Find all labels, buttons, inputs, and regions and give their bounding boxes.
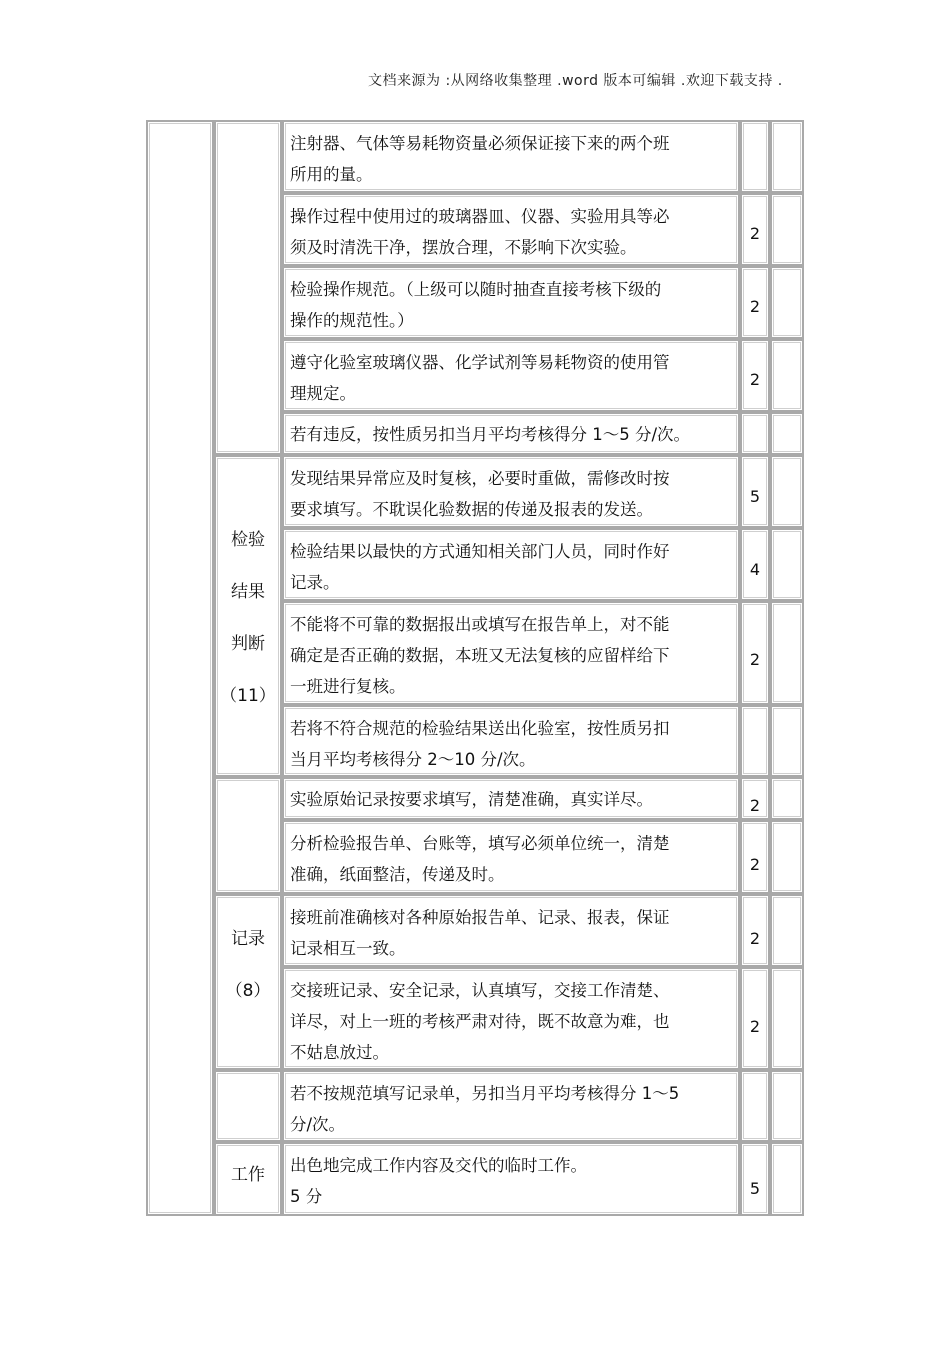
table-row xyxy=(282,820,740,894)
extra-cell xyxy=(770,266,804,339)
row-text: 操作过程中使用过的玻璃器皿、仪器、实验用具等必 须及时清洗干净，摆放合理，不影响下次实验。 xyxy=(290,207,670,257)
category-cell-record-top xyxy=(214,777,282,894)
score-cell: 2 xyxy=(740,193,770,266)
score-cell: 2 xyxy=(740,967,770,1070)
category-cell-work xyxy=(214,1142,282,1216)
extra-cell xyxy=(770,528,804,601)
category-cell-record-bottom xyxy=(214,1070,282,1142)
table-row xyxy=(282,1142,740,1216)
extra-cell xyxy=(770,120,804,193)
table-row xyxy=(282,528,740,601)
extra-cell xyxy=(770,601,804,705)
row-text: 分析检验报告单、台账等，填写必须单位统一，清楚 准确，纸面整洁，传递及时。 xyxy=(290,834,670,884)
row-text: 出色地完成工作内容及交代的临时工作。 5 分 xyxy=(290,1156,587,1206)
row-text: 发现结果异常应及时复核，必要时重做，需修改时按 要求填写。不耽误化验数据的传递及报表的发送。 xyxy=(290,469,670,519)
score-cell: 4 xyxy=(740,528,770,601)
score-cell: 2 xyxy=(740,601,770,705)
extra-cell xyxy=(770,820,804,894)
table-row xyxy=(282,967,740,1070)
score-cell: 2 xyxy=(740,266,770,339)
extra-cell xyxy=(770,1142,804,1216)
row-text: 检验结果以最快的方式通知相关部门人员，同时作好 记录。 xyxy=(290,542,670,592)
row-text: 不能将不可靠的数据报出或填写在报告单上，对不能 确定是否正确的数据，本班又无法复核的应留样给下 一班进行复核。 xyxy=(290,615,670,696)
table-row xyxy=(282,412,740,455)
left-column-cell xyxy=(146,120,214,1216)
row-text: 实验原始记录按要求填写，清楚准确，真实详尽。 xyxy=(290,790,653,809)
score-cell xyxy=(740,120,770,193)
score-cell: 2 xyxy=(740,339,770,412)
extra-cell xyxy=(770,777,804,820)
extra-cell xyxy=(770,967,804,1070)
row-text: 接班前准确核对各种原始报告单、记录、报表，保证 记录相互一致。 xyxy=(290,908,670,958)
table-row xyxy=(282,777,740,820)
table-row xyxy=(282,120,740,193)
table-row xyxy=(282,705,740,777)
category-work: 工作 xyxy=(231,1165,265,1185)
row-text: 若不按规范填写记录单，另扣当月平均考核得分 1～5 分/次。 xyxy=(290,1084,680,1134)
table-row xyxy=(282,601,740,705)
table-row xyxy=(282,894,740,967)
extra-cell xyxy=(770,193,804,266)
table-row xyxy=(282,193,740,266)
extra-cell xyxy=(770,894,804,967)
extra-cell xyxy=(770,1070,804,1142)
category-record: 记录 （8） xyxy=(225,929,271,1001)
score-cell: 2 xyxy=(740,894,770,967)
extra-cell xyxy=(770,412,804,455)
table-row xyxy=(282,266,740,339)
row-text: 注射器、气体等易耗物资量必须保证接下来的两个班 所用的量。 xyxy=(290,134,670,184)
page-header: 文档来源为 :从网络收集整理 .word 版本可编辑 .欢迎下载支持 . xyxy=(368,73,783,89)
score-cell: 2 xyxy=(740,820,770,894)
score-cell: 5 xyxy=(740,455,770,528)
row-text: 若将不符合规范的检验结果送出化验室，按性质另扣 当月平均考核得分 2～10 分/次。 xyxy=(290,719,670,769)
score-cell xyxy=(740,1070,770,1142)
table-row xyxy=(282,455,740,528)
category-result: 检验 结果 判断 （11） xyxy=(220,530,276,706)
extra-cell xyxy=(770,339,804,412)
table-row xyxy=(282,339,740,412)
row-text: 若有违反，按性质另扣当月平均考核得分 1～5 分/次。 xyxy=(290,425,691,444)
extra-cell xyxy=(770,705,804,777)
row-text: 交接班记录、安全记录，认真填写，交接工作清楚、 详尽，对上一班的考核严肃对待，既不故意为难，也 不姑息放过。 xyxy=(290,981,670,1062)
score-cell: 5 xyxy=(740,1142,770,1216)
row-text: 遵守化验室玻璃仪器、化学试剂等易耗物资的使用管 理规定。 xyxy=(290,353,670,403)
row-text: 检验操作规范。（上级可以随时抽查直接考核下级的 操作的规范性。） xyxy=(290,280,662,330)
score-cell: 2 xyxy=(740,777,770,820)
extra-cell xyxy=(770,455,804,528)
category-cell-operation xyxy=(214,120,282,455)
category-cell-result xyxy=(214,455,282,777)
score-cell xyxy=(740,412,770,455)
score-cell xyxy=(740,705,770,777)
category-cell-record xyxy=(214,894,282,1070)
table-row xyxy=(282,1070,740,1142)
